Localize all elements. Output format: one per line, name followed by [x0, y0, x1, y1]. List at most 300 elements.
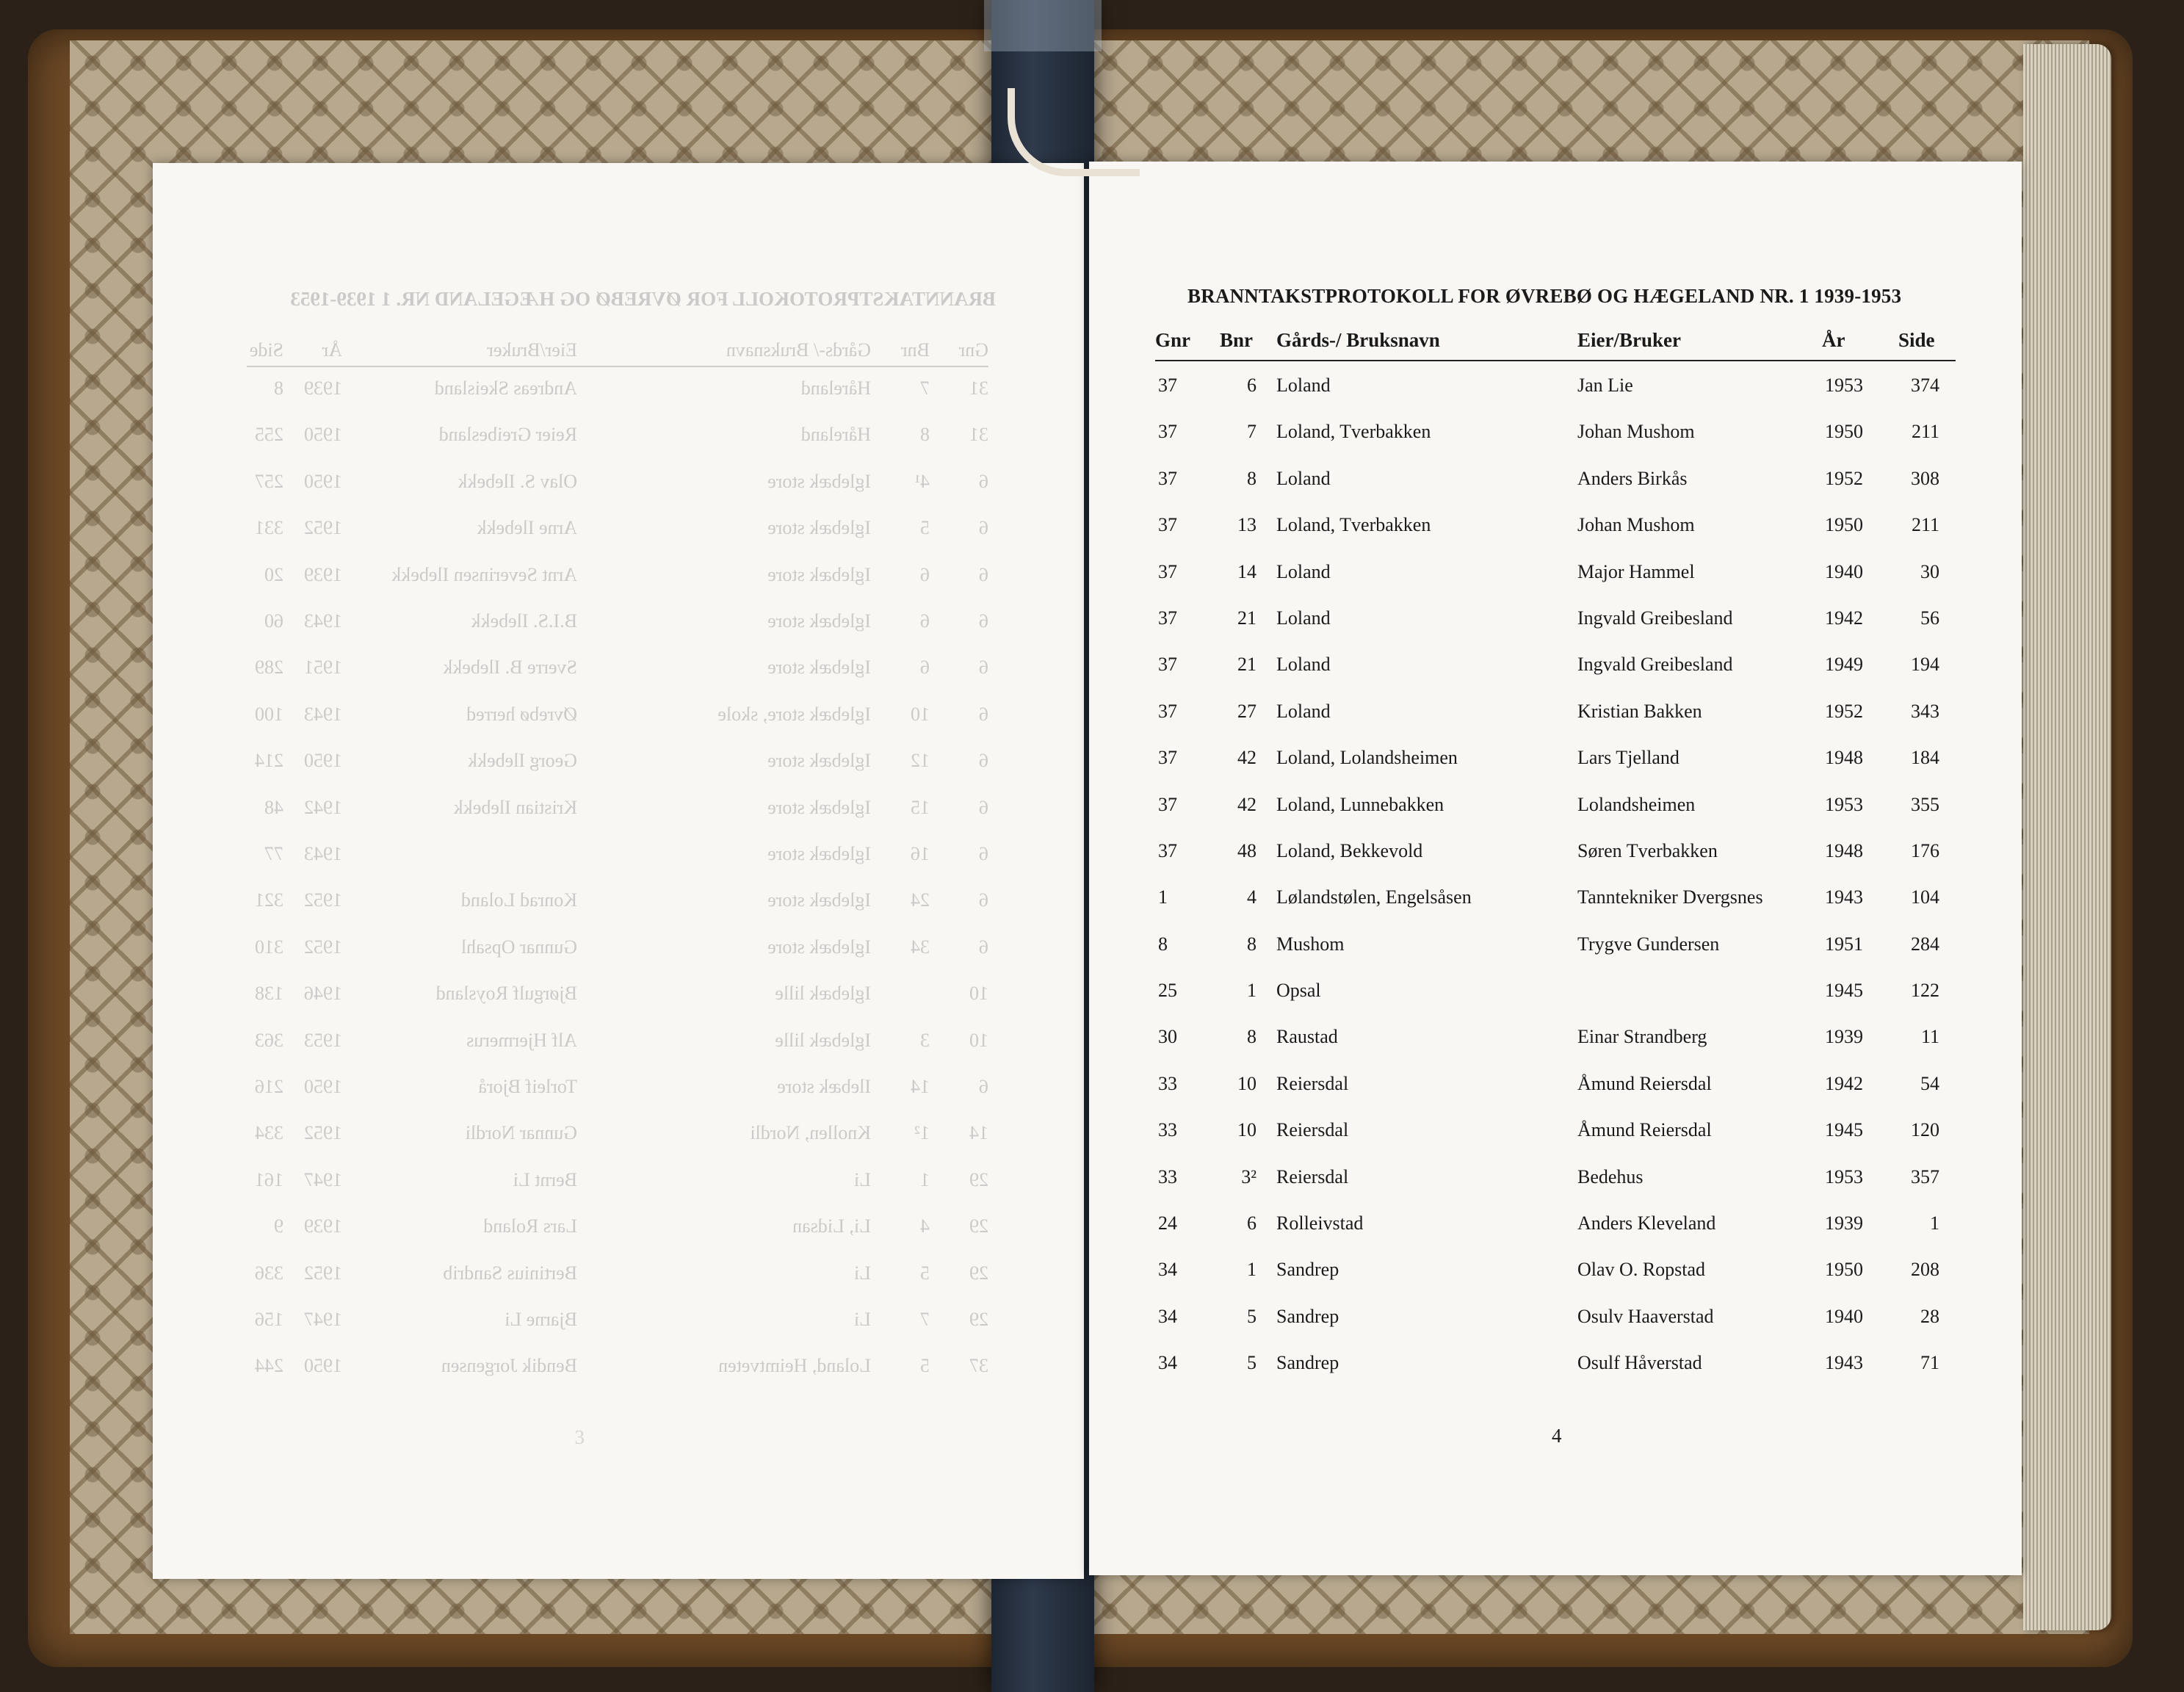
- ghost-cell-gnr: 6: [979, 889, 988, 911]
- cell-name: Loland: [1276, 467, 1331, 489]
- ghost-cell-bnr: 5: [920, 1262, 930, 1284]
- cell-ar: 1945: [1825, 980, 1863, 1002]
- cell-side: 343: [1911, 700, 1939, 722]
- ghost-row: [247, 889, 988, 916]
- ghost-cell-name: Iglebæk store: [767, 470, 871, 492]
- ghost-cell-gnr: 10: [969, 1029, 988, 1051]
- ghost-cell-bnr: 5: [920, 517, 930, 539]
- cell-ar: 1939: [1825, 1212, 1863, 1234]
- ghost-cell-bnr: 7: [920, 1309, 930, 1330]
- ghost-cell-ar: 1950: [304, 470, 342, 492]
- table-row: [1155, 840, 1956, 886]
- ghost-cell-name: Iglebæk store, skole: [717, 703, 871, 725]
- ghost-cell-gnr: 29: [969, 1168, 988, 1190]
- ghost-cell-bnr: 4¹: [914, 470, 930, 492]
- table-row: [1155, 1119, 1956, 1165]
- ghost-cell-bnr: 34: [911, 936, 930, 958]
- cell-bnr: 7: [1247, 421, 1256, 443]
- cell-gnr: 34: [1158, 1305, 1177, 1327]
- cell-eier: Einar Strandberg: [1577, 1026, 1707, 1048]
- ghost-cell-ar: 1947: [304, 1168, 342, 1190]
- cell-eier: Olav O. Ropstad: [1577, 1259, 1706, 1281]
- ghost-cell-eier: Bertinius Sandrib: [443, 1262, 577, 1284]
- ghost-cell-eier: Kristian Ilebekk: [453, 796, 577, 818]
- ghost-cell-eier: Lars Roland: [483, 1215, 577, 1237]
- ghost-cell-ar: 1942: [304, 796, 342, 818]
- ghost-row: [247, 1355, 988, 1381]
- ghost-cell-side: 257: [255, 470, 283, 492]
- cell-bnr: 5: [1247, 1352, 1256, 1374]
- spine-band: [984, 0, 1102, 51]
- ghost-row: [247, 1030, 988, 1056]
- cell-side: 122: [1911, 980, 1939, 1002]
- table-row: [1155, 886, 1956, 933]
- cell-eier: Lolandsheimen: [1577, 793, 1696, 815]
- cell-gnr: 8: [1158, 933, 1168, 955]
- cell-side: 11: [1920, 1026, 1939, 1048]
- ghost-header-bnr: Bnr: [901, 339, 930, 361]
- cell-bnr: 42: [1237, 793, 1256, 815]
- ghost-cell-name: Iglebæk store: [767, 796, 871, 818]
- left-page-number: 3: [574, 1426, 585, 1448]
- ghost-header-row: [247, 339, 988, 367]
- cell-side: 30: [1920, 560, 1939, 582]
- cell-gnr: 37: [1158, 514, 1177, 536]
- cell-bnr: 13: [1237, 514, 1256, 536]
- ghost-cell-bnr: 24: [911, 889, 930, 911]
- ghost-cell-ar: 1950: [304, 1076, 342, 1097]
- ghost-cell-eier: Konrad Loland: [460, 889, 577, 911]
- ghost-cell-gnr: 6: [979, 843, 988, 864]
- ghost-cell-bnr: 14: [911, 1076, 930, 1097]
- ghost-cell-side: 48: [264, 796, 283, 818]
- cell-bnr: 21: [1237, 607, 1256, 629]
- cell-bnr: 10: [1237, 1119, 1256, 1141]
- cell-ar: 1949: [1825, 654, 1863, 676]
- cell-ar: 1950: [1825, 514, 1863, 536]
- ghost-cell-name: Li: [853, 1168, 871, 1190]
- cell-ar: 1948: [1825, 839, 1863, 861]
- cell-ar: 1940: [1825, 560, 1863, 582]
- ghost-cell-side: 20: [264, 563, 283, 585]
- cell-eier: Bedehus: [1577, 1165, 1644, 1187]
- cell-bnr: 27: [1237, 700, 1256, 722]
- cell-eier: Major Hammel: [1577, 560, 1695, 582]
- cell-eier: Lars Tjelland: [1577, 747, 1679, 769]
- ghost-cell-side: 289: [255, 657, 283, 679]
- cell-eier: Ingvald Greibesland: [1577, 654, 1733, 676]
- header-bnr: Bnr: [1220, 329, 1254, 351]
- cell-side: 120: [1911, 1119, 1939, 1141]
- ghost-cell-eier: Gunnar Opsahl: [460, 936, 577, 958]
- ghost-cell-ar: 1943: [304, 703, 342, 725]
- ghost-cell-name: Iglebæk store: [767, 657, 871, 679]
- table-row: [1155, 794, 1956, 840]
- ghost-cell-eier: Øvrebø herred: [466, 703, 577, 725]
- cell-gnr: 34: [1158, 1259, 1177, 1281]
- cell-eier: Åmund Reiersdal: [1577, 1119, 1712, 1141]
- show-through-text: [153, 163, 1084, 1579]
- ghost-row: [247, 704, 988, 730]
- cell-name: Sandrep: [1276, 1305, 1339, 1327]
- ghost-row: [247, 610, 988, 637]
- ghost-cell-name: Loland, Heimtveten: [718, 1355, 871, 1377]
- ghost-cell-bnr: 4: [920, 1215, 930, 1237]
- cell-side: 56: [1920, 607, 1939, 629]
- ghost-cell-bnr: 8: [920, 424, 930, 446]
- ghost-cell-bnr: 7: [920, 377, 930, 399]
- left-page: [153, 163, 1084, 1579]
- header-ar: År: [1822, 329, 1845, 351]
- table-row: [1155, 375, 1956, 421]
- table-row: [1155, 1166, 1956, 1212]
- document-title: BRANNTAKSTPROTOKOLL FOR ØVREBØ OG HÆGELAND NR. 1 1939-1953: [1187, 285, 1902, 307]
- ghost-cell-eier: Arne Ilebekk: [477, 517, 577, 539]
- ghost-row: [247, 1262, 988, 1289]
- ghost-cell-bnr: 3: [920, 1029, 930, 1051]
- cell-eier: Johan Mushom: [1577, 421, 1695, 443]
- cell-eier: Anders Birkås: [1577, 467, 1688, 489]
- ghost-cell-side: 244: [255, 1355, 283, 1377]
- ghost-cell-side: 336: [255, 1262, 283, 1284]
- cell-side: 28: [1920, 1305, 1939, 1327]
- cell-gnr: 24: [1158, 1212, 1177, 1234]
- ghost-cell-bnr: 10: [911, 703, 930, 725]
- ghost-title: BRANNTAKSTPROTOKOLL FOR ØVREBØ OG HÆGELAND NR. 1 1939-1953: [290, 288, 996, 310]
- cell-gnr: 1: [1158, 886, 1168, 908]
- ghost-row: [247, 564, 988, 590]
- cell-eier: Søren Tverbakken: [1577, 839, 1718, 861]
- ghost-cell-eier: Bernt Li: [513, 1168, 577, 1190]
- ghost-cell-side: 321: [255, 889, 283, 911]
- cell-name: Rolleivstad: [1276, 1212, 1364, 1234]
- ghost-row: [247, 517, 988, 543]
- right-page: [1089, 162, 2022, 1575]
- cell-ar: 1948: [1825, 747, 1863, 769]
- cell-eier: Ingvald Greibesland: [1577, 607, 1733, 629]
- ghost-cell-gnr: 6: [979, 703, 988, 725]
- cell-eier: Johan Mushom: [1577, 514, 1695, 536]
- cell-bnr: 10: [1237, 1072, 1256, 1094]
- ghost-cell-name: Iglebæk store: [767, 517, 871, 539]
- ghost-cell-bnr: 6: [920, 610, 930, 632]
- ghost-header-ar: År: [322, 339, 342, 361]
- ghost-cell-gnr: 14: [969, 1122, 988, 1144]
- ghost-header-side: Side: [249, 339, 283, 361]
- ghost-cell-bnr: 6: [920, 657, 930, 679]
- cell-side: 176: [1911, 839, 1939, 861]
- ghost-cell-ar: 1952: [304, 889, 342, 911]
- cell-name: Loland: [1276, 700, 1331, 722]
- cell-ar: 1950: [1825, 421, 1863, 443]
- ghost-cell-name: Iglebæk lille: [775, 983, 871, 1005]
- table-body: [1155, 375, 1956, 1399]
- cell-ar: 1940: [1825, 1305, 1863, 1327]
- table-row: [1155, 980, 1956, 1026]
- ghost-cell-name: Håreland: [800, 424, 871, 446]
- cell-gnr: 37: [1158, 467, 1177, 489]
- cell-side: 1: [1930, 1212, 1939, 1234]
- cell-ar: 1952: [1825, 700, 1863, 722]
- cell-gnr: 37: [1158, 560, 1177, 582]
- cell-bnr: 1: [1247, 1259, 1256, 1281]
- ghost-cell-ar: 1952: [304, 1122, 342, 1144]
- ghost-cell-name: Li, Lidsan: [792, 1215, 871, 1237]
- cell-gnr: 37: [1158, 654, 1177, 676]
- cell-name: Reiersdal: [1276, 1072, 1349, 1094]
- table-row: [1155, 1073, 1956, 1119]
- ghost-cell-name: Iglebæk store: [767, 936, 871, 958]
- ghost-cell-gnr: 29: [969, 1309, 988, 1330]
- table-row: [1155, 1352, 1956, 1398]
- ghost-cell-name: Iglebæk store: [767, 843, 871, 864]
- cell-side: 104: [1911, 886, 1939, 908]
- table-row: [1155, 1259, 1956, 1305]
- cell-name: Loland, Lunnebakken: [1276, 793, 1444, 815]
- ghost-cell-eier: Georg Ilebekk: [468, 750, 577, 772]
- ghost-header-gnr: Gnr: [958, 339, 988, 361]
- ghost-cell-name: Iglebæk store: [767, 610, 871, 632]
- cell-name: Loland, Bekkevold: [1276, 839, 1423, 861]
- ghost-cell-name: Iglebæk store: [767, 889, 871, 911]
- cell-eier: Kristian Bakken: [1577, 700, 1702, 722]
- cell-bnr: 48: [1237, 839, 1256, 861]
- cell-gnr: 37: [1158, 421, 1177, 443]
- ghost-cell-gnr: 29: [969, 1262, 988, 1284]
- ghost-row: [247, 424, 988, 450]
- cell-bnr: 6: [1247, 375, 1256, 396]
- cell-ar: 1945: [1825, 1119, 1863, 1141]
- cell-bnr: 21: [1237, 654, 1256, 676]
- cell-bnr: 5: [1247, 1305, 1256, 1327]
- ghost-row: [247, 1309, 988, 1335]
- ghost-cell-gnr: 10: [969, 983, 988, 1005]
- ghost-cell-eier: Andreas Skeisland: [434, 377, 577, 399]
- cell-name: Loland: [1276, 375, 1331, 396]
- cell-gnr: 25: [1158, 980, 1177, 1002]
- ghost-cell-eier: Bendik Jorgensen: [441, 1355, 577, 1377]
- ghost-cell-ar: 1947: [304, 1309, 342, 1330]
- ghost-cell-bnr: 6: [920, 563, 930, 585]
- cell-ar: 1943: [1825, 1352, 1863, 1374]
- ghost-row: [247, 377, 988, 404]
- ghost-cell-ar: 1943: [304, 843, 342, 864]
- cell-name: Lølandstølen, Engelsåsen: [1276, 886, 1472, 908]
- cell-side: 194: [1911, 654, 1939, 676]
- ghost-cell-name: Iglebæk lille: [775, 1029, 871, 1051]
- ghost-cell-eier: Alf Hjermerus: [466, 1029, 577, 1051]
- cell-name: Opsal: [1276, 980, 1321, 1002]
- cell-name: Loland, Tverbakken: [1276, 421, 1431, 443]
- cell-ar: 1951: [1825, 933, 1863, 955]
- cell-side: 54: [1920, 1072, 1939, 1094]
- ghost-cell-side: 214: [255, 750, 283, 772]
- ghost-cell-side: 334: [255, 1122, 283, 1144]
- ghost-cell-eier: B.I.S. Ilebekk: [471, 610, 577, 632]
- ghost-cell-gnr: 6: [979, 1076, 988, 1097]
- ghost-cell-gnr: 6: [979, 750, 988, 772]
- cell-name: Loland: [1276, 607, 1331, 629]
- ghost-cell-bnr: 12: [911, 750, 930, 772]
- ghost-cell-eier: Reier Greibesland: [438, 424, 577, 446]
- cell-name: Sandrep: [1276, 1259, 1339, 1281]
- cell-gnr: 37: [1158, 700, 1177, 722]
- ghost-cell-gnr: 6: [979, 796, 988, 818]
- ghost-cell-name: Knollen, Nordli: [750, 1122, 871, 1144]
- table-row: [1155, 747, 1956, 793]
- register-document: [1089, 162, 2022, 1575]
- ghost-cell-ar: 1939: [304, 563, 342, 585]
- cell-ar: 1952: [1825, 467, 1863, 489]
- ghost-cell-ar: 1950: [304, 750, 342, 772]
- cell-ar: 1943: [1825, 886, 1863, 908]
- ghost-cell-gnr: 6: [979, 657, 988, 679]
- cell-bnr: 6: [1247, 1212, 1256, 1234]
- ghost-cell-ar: 1939: [304, 1215, 342, 1237]
- cell-side: 374: [1911, 375, 1939, 396]
- cell-bnr: 8: [1247, 1026, 1256, 1048]
- table-row: [1155, 561, 1956, 607]
- ghost-cell-name: Li: [853, 1309, 871, 1330]
- table-row: [1155, 933, 1956, 980]
- cell-gnr: 33: [1158, 1165, 1177, 1187]
- ghost-row: [247, 797, 988, 823]
- ghost-row: [247, 1169, 988, 1196]
- header-eier: Eier/Bruker: [1577, 329, 1681, 351]
- cell-name: Loland, Tverbakken: [1276, 514, 1431, 536]
- cell-eier: Osulf Håverstad: [1577, 1352, 1702, 1374]
- cell-ar: 1953: [1825, 793, 1863, 815]
- ghost-cell-side: 138: [255, 983, 283, 1005]
- header-gnr: Gnr: [1155, 329, 1191, 351]
- cell-side: 308: [1911, 467, 1939, 489]
- cell-name: Reiersdal: [1276, 1119, 1349, 1141]
- ghost-cell-ar: 1939: [304, 377, 342, 399]
- cell-gnr: 37: [1158, 793, 1177, 815]
- ghost-cell-eier: Torleif Bjorå: [478, 1076, 577, 1097]
- ghost-cell-name: Iglebæk store: [767, 563, 871, 585]
- ghost-cell-name: Iglebæk store: [767, 750, 871, 772]
- cell-side: 211: [1911, 514, 1939, 536]
- cell-bnr: 42: [1237, 747, 1256, 769]
- cell-gnr: 37: [1158, 839, 1177, 861]
- ghost-row: [247, 983, 988, 1009]
- ghost-cell-gnr: 31: [969, 424, 988, 446]
- cell-eier: Trygve Gundersen: [1577, 933, 1720, 955]
- cell-name: Raustad: [1276, 1026, 1338, 1048]
- cell-side: 211: [1911, 421, 1939, 443]
- ghost-cell-side: 9: [274, 1215, 283, 1237]
- ghost-row: [247, 1076, 988, 1102]
- ghost-cell-eier: Bjørgulf Roysland: [435, 983, 577, 1005]
- cell-bnr: 1: [1247, 980, 1256, 1002]
- ghost-cell-side: 8: [274, 377, 283, 399]
- ghost-cell-side: 60: [264, 610, 283, 632]
- table-header: [1155, 329, 1956, 361]
- ghost-cell-ar: 1952: [304, 517, 342, 539]
- cell-gnr: 33: [1158, 1072, 1177, 1094]
- cell-bnr: 14: [1237, 560, 1256, 582]
- ghost-cell-ar: 1950: [304, 1355, 342, 1377]
- ghost-cell-bnr: 1²: [914, 1122, 930, 1144]
- ghost-cell-ar: 1952: [304, 1262, 342, 1284]
- cell-side: 208: [1911, 1259, 1939, 1281]
- ghost-cell-side: 310: [255, 936, 283, 958]
- ghost-cell-side: 216: [255, 1076, 283, 1097]
- ghost-cell-eier: Sverre B. Ilebekk: [443, 657, 577, 679]
- cell-name: Loland, Lolandsheimen: [1276, 747, 1458, 769]
- cell-gnr: 37: [1158, 375, 1177, 396]
- ghost-cell-gnr: 31: [969, 377, 988, 399]
- header-side: Side: [1898, 329, 1935, 351]
- cell-ar: 1953: [1825, 1165, 1863, 1187]
- ghost-cell-ar: 1952: [304, 936, 342, 958]
- ghost-row: [247, 936, 988, 963]
- cell-gnr: 37: [1158, 607, 1177, 629]
- ghost-cell-ar: 1951: [304, 657, 342, 679]
- ghost-cell-bnr: 16: [911, 843, 930, 864]
- ghost-row: [247, 1215, 988, 1242]
- ghost-cell-name: Ilebæk store: [777, 1076, 871, 1097]
- ghost-cell-eier: Olav S. Ilebekk: [458, 470, 577, 492]
- page-number: 4: [1552, 1425, 1562, 1447]
- ghost-cell-gnr: 6: [979, 563, 988, 585]
- cell-bnr: 4: [1247, 886, 1256, 908]
- table-row: [1155, 1026, 1956, 1072]
- ghost-header-name: Gårds-/ Bruksnavn: [726, 339, 871, 361]
- ghost-cell-bnr: 1: [920, 1168, 930, 1190]
- cell-side: 355: [1911, 793, 1939, 815]
- table-row: [1155, 701, 1956, 747]
- ghost-row: [247, 1122, 988, 1149]
- ghost-cell-bnr: 5: [920, 1355, 930, 1377]
- header-name: Gårds-/ Bruksnavn: [1276, 329, 1440, 351]
- cell-gnr: 30: [1158, 1026, 1177, 1048]
- ghost-cell-ar: 1950: [304, 424, 342, 446]
- cell-name: Mushom: [1276, 933, 1345, 955]
- cell-name: Reiersdal: [1276, 1165, 1349, 1187]
- ghost-cell-name: Håreland: [800, 377, 871, 399]
- cell-side: 357: [1911, 1165, 1939, 1187]
- cell-gnr: 33: [1158, 1119, 1177, 1141]
- ghost-cell-name: Li: [853, 1262, 871, 1284]
- table-row: [1155, 654, 1956, 700]
- cell-ar: 1953: [1825, 375, 1863, 396]
- ghost-cell-eier: Arnt Severinsen Ilebekk: [391, 563, 577, 585]
- cell-eier: Tanntekniker Dvergsnes: [1577, 886, 1763, 908]
- ghost-cell-eier: Gunnar Nordli: [465, 1122, 577, 1144]
- cell-ar: 1942: [1825, 1072, 1863, 1094]
- cell-eier: Jan Lie: [1577, 375, 1633, 396]
- ghost-cell-side: 156: [255, 1309, 283, 1330]
- ghost-cell-side: 100: [255, 703, 283, 725]
- ghost-cell-gnr: 6: [979, 517, 988, 539]
- ghost-cell-gnr: 29: [969, 1215, 988, 1237]
- page-edges: [2023, 44, 2111, 1630]
- cell-name: Loland: [1276, 654, 1331, 676]
- ghost-cell-ar: 1943: [304, 610, 342, 632]
- ghost-row: [247, 657, 988, 683]
- cell-bnr: 8: [1247, 933, 1256, 955]
- ghost-cell-gnr: 6: [979, 936, 988, 958]
- cell-ar: 1939: [1825, 1026, 1863, 1048]
- cell-gnr: 34: [1158, 1352, 1177, 1374]
- ghost-cell-side: 363: [255, 1029, 283, 1051]
- cell-gnr: 37: [1158, 747, 1177, 769]
- ghost-cell-side: 77: [264, 843, 283, 864]
- ghost-cell-side: 161: [255, 1168, 283, 1190]
- ghost-cell-ar: 1946: [304, 983, 342, 1005]
